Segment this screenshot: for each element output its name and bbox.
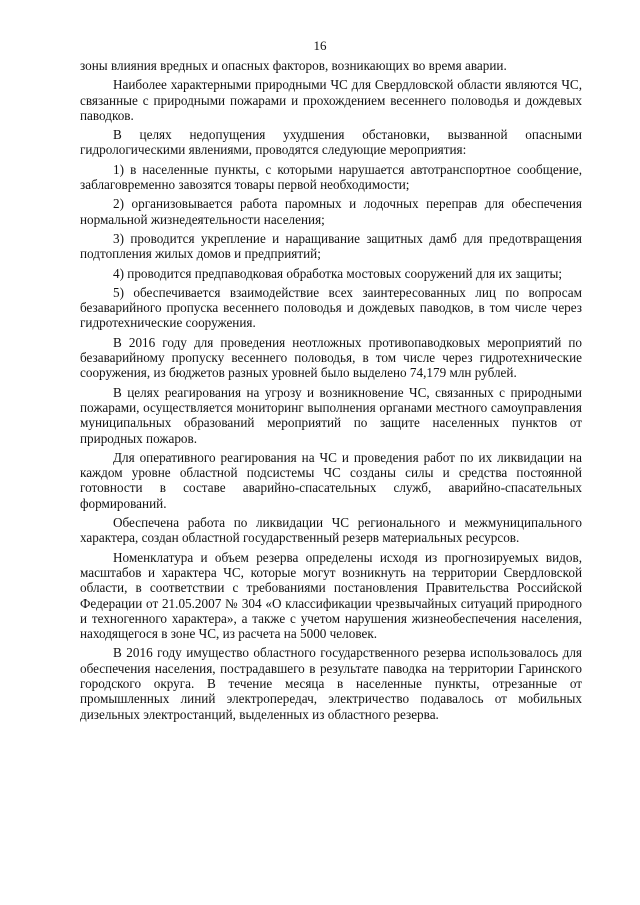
list-item: 5) обеспечивается взаимодействие всех заинтересованных лиц по вопросам безаварийного пропуска весеннего половодья и дождевых паводков, в том числе через гидротехнические сооружения. xyxy=(80,284,582,331)
page-number: 16 xyxy=(313,38,327,53)
list-item: 3) проводится укрепление и наращивание защитных дамб для предотвращения подтопления жилых домов и предприятий; xyxy=(80,230,582,262)
list-item: 1) в населенные пункты, с которыми нарушается автотранспортное сообщение, заблаговременно завозятся товары первой необходимости; xyxy=(80,161,582,193)
paragraph: В целях недопущения ухудшения обстановки, вызванной опасными гидрологическими явлениями, проводятся следующие мероприятия: xyxy=(80,127,582,158)
body-text xyxy=(80,58,582,726)
list-item: 4) проводится предпаводковая обработка мостовых сооружений для их защиты; xyxy=(113,265,562,281)
paragraph: Номенклатура и объем резерва определены исходя из прогнозируемых видов, масштабов и характера ЧС, которые могут возникнуть на территории Свердловской области, в соответствии с требованиями постановления Правительства Российской Федерации от 21.05.2007 № 304 «О классификации чрезвычайных ситуаций природного и техногенного характера», а также с учетом нарушения жизнеобеспечения населения, находящегося в зоне ЧС, из расчета на 5000 человек. xyxy=(80,549,582,642)
paragraph: зоны влияния вредных и опасных факторов, возникающих во время аварии. xyxy=(80,58,507,73)
paragraph: Обеспечена работа по ликвидации ЧС регионального и межмуниципального характера, создан областной государственный резерв материальных ресурсов. xyxy=(80,515,582,546)
paragraph: В 2016 году для проведения неотложных противопаводковых мероприятий по безаварийному пропуску весеннего половодья, в том числе через гидротехнические сооружения, из бюджетов разных уровней было выделено 74,179 млн рублей. xyxy=(80,334,582,381)
paragraph: Для оперативного реагирования на ЧС и проведения работ по их ликвидации на каждом уровне областной подсистемы ЧС созданы силы и средства постоянной готовности в составе аварийно-спасательных служб, аварийно-спасательных формирований. xyxy=(80,449,582,511)
list-item: 2) организовывается работа паромных и лодочных переправ для обеспечения нормальной жизнедеятельности населения; xyxy=(80,196,582,227)
paragraph: В целях реагирования на угрозу и возникновение ЧС, связанных с природными пожарами, осуществляется мониторинг выполнения органами местного самоуправления муниципальных образований мероприятий по защите населенных пунктов от природных пожаров. xyxy=(80,384,582,446)
paragraph: Наиболее характерными природными ЧС для Свердловской области являются ЧС, связанные с природными пожарами и прохождением весеннего половодья и дождевых паводков. xyxy=(80,77,582,123)
paragraph: В 2016 году имущество областного государственного резерва использовалось для обеспечения населения, пострадавшего в результате паводка на территории Гаринского городского округа. В течение месяца в населенные пункты, отрезанные от промышленных линий электропередач, электричество подавалось от мобильных дизельных электростанций, выделенных из областного резерва. xyxy=(80,645,582,722)
